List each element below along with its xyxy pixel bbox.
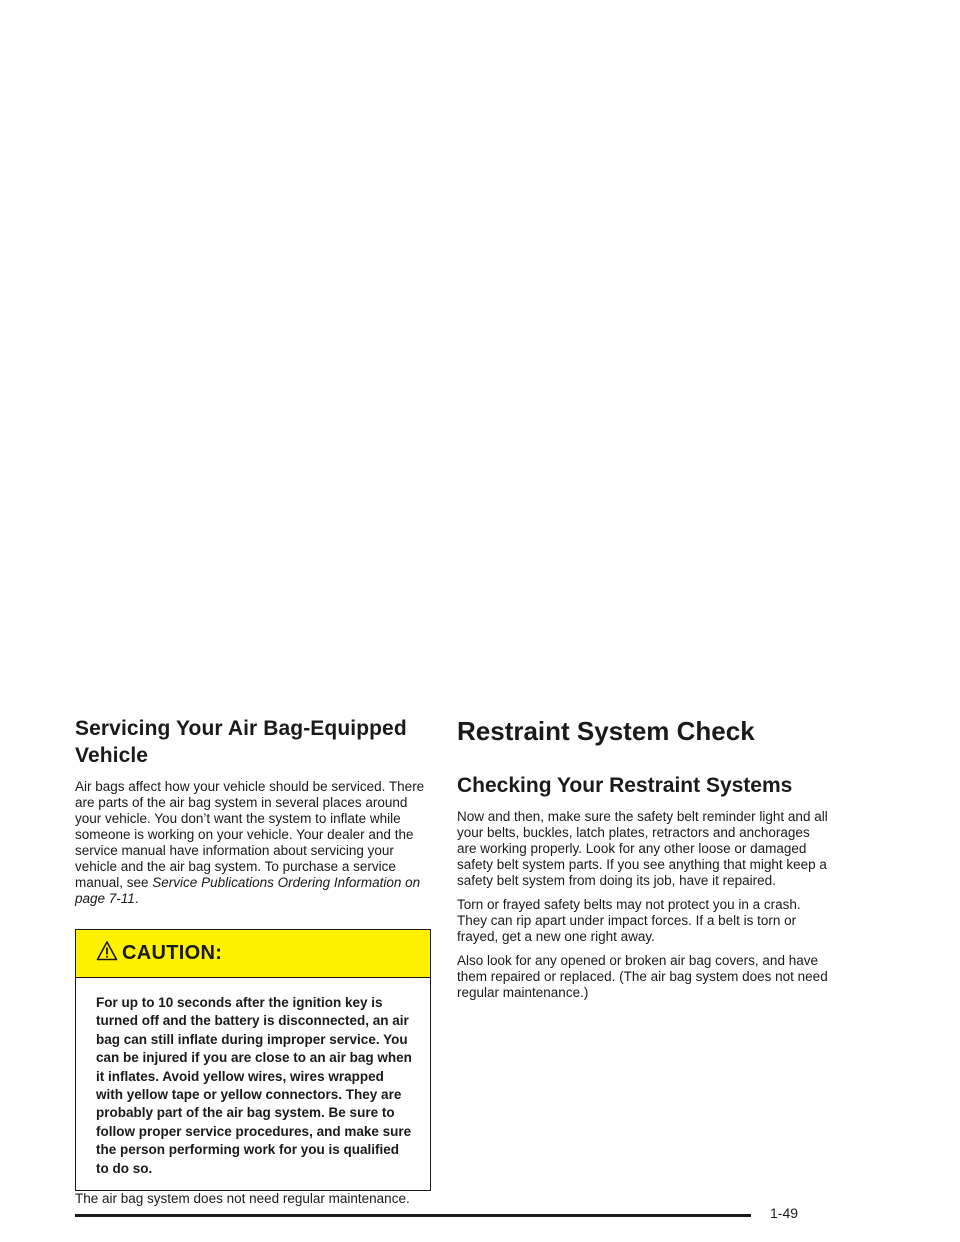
right-column: [457, 715, 829, 1009]
section-heading-line2: Vehicle: [75, 744, 149, 767]
restraint-paragraph-3: Also look for any opened or broken air bag covers, and have them repaired or replaced. (The air bag system does not need regular maintenance.): [457, 953, 828, 1000]
servicing-paragraph-end: .: [134, 891, 139, 906]
footer-rule: [75, 1214, 751, 1217]
servicing-paragraph: [75, 779, 431, 907]
section-heading-servicing: [75, 715, 431, 769]
servicing-paragraph-text: Air bags affect how your vehicle should be serviced. There are parts of the air bag system in several places around your vehicle. You don’t want the system to inflate while someone is working on your vehicle. Your dealer and the service manual have information about servicing your vehicle and the air bag system. To purchase a service manual, see: [75, 779, 425, 890]
page-number: 1-49: [770, 1205, 799, 1221]
maintenance-note: The air bag system does not need regular maintenance.: [75, 1191, 410, 1207]
caution-text: For up to 10 seconds after the ignition key is turned off and the battery is disconnected, an air bag can still inflate during improper service. You can be injured if you are close to an air bag when it inflates. Avoid yellow wires, wires wrapped with yellow tape or yellow connectors. They are probably part of the air bag system. Be sure to follow proper service procedures, and make sure the person performing work for you is qualified to do so.: [96, 995, 412, 1176]
caution-box: [75, 929, 431, 1191]
left-column: [75, 715, 431, 1215]
warning-triangle-icon: [96, 940, 118, 962]
service-publications-reference: Service Publications Ordering Information on page 7-11: [75, 875, 421, 906]
caution-label: CAUTION:: [122, 942, 223, 964]
caution-header: [76, 930, 430, 978]
chapter-title: Restraint System Check: [457, 716, 755, 746]
restraint-paragraph-1: Now and then, make sure the safety belt reminder light and all your belts, buckles, latch plates, retractors and anchorages are working properly. Look for any other loose or damaged safety belt system parts. If you see anything that might keep a safety belt system from doing its job, have it repaired.: [457, 809, 828, 888]
restraint-paragraph-2: Torn or frayed safety belts may not protect you in a crash. They can rip apart under impact forces. If a belt is torn or frayed, get a new one right away.: [457, 897, 801, 944]
section-heading-line1: Servicing Your Air Bag-Equipped: [75, 717, 407, 740]
sub-title: Checking Your Restraint Systems: [457, 774, 793, 797]
